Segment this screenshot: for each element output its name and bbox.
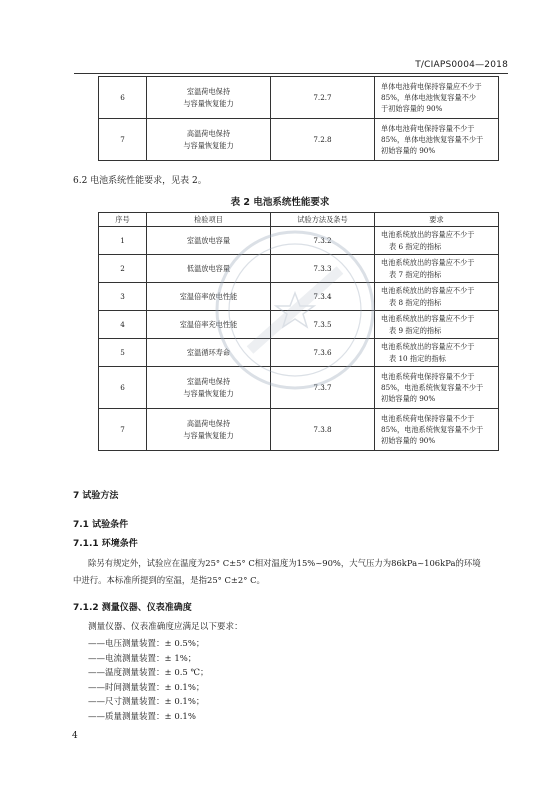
requirement-line: 85%，电池系统恢复容量不少于 [381,382,484,392]
test-clause: 7.3.2 [271,227,375,255]
table-2-caption: 表 2 电池系统性能要求 [230,197,330,208]
requirement-line: 电池系统荷电保持容量不少于 [381,413,475,423]
test-clause: 7.3.3 [271,255,375,283]
requirement-line: 初始容量的 90% [381,394,436,404]
row-number: 7 [99,409,147,451]
section-7-1-2-title: 7.1.2 测量仪器、仪表准确度 [73,603,192,613]
row-number: 6 [99,77,147,119]
test-clause: 7.3.4 [271,283,375,311]
requirement-line: 初始容量的 90% [381,436,436,446]
header-item: 检验项目 [147,213,271,227]
table-1-continuation [98,76,499,161]
test-item-line: 高温荷电保持 [186,419,231,429]
test-item [147,409,271,451]
test-item-line: 室温荷电保持 [186,377,231,387]
requirement-line: 85%，单体电池恢复容量不少于 [381,134,484,144]
row-number: 3 [99,283,147,311]
requirement-line: 电池系统放出的容量应不少于 [381,258,475,268]
requirement [375,339,499,367]
test-clause: 7.2.8 [271,119,375,161]
requirement-line: 表 10 指定的指标 [389,353,446,363]
requirement [375,311,499,339]
test-item [147,77,271,119]
environment-text-line: 中进行。本标准所提到的室温，是指25° C±2° C。 [73,574,265,585]
requirement-line: 初始容量的 90% [381,146,436,156]
requirement-line: 85%，电池系统恢复容量不少于 [381,424,484,434]
requirement-line: 单体电池荷电保持容量不少于 [381,123,475,133]
section-7-title: 7 试验方法 [73,491,119,501]
environment-text-line: 除另有规定外，试验应在温度为25° C±5° C相对温度为15%~90%，大气压力为86kPa~106kPa的环境 [88,558,481,568]
requirement-line: 表 8 指定的指标 [389,297,442,307]
requirement [375,119,499,161]
list-item: ——质量测量装置：± 0.1% [88,711,196,722]
row-number: 4 [99,311,147,339]
list-item: ——电压测量装置：± 0.5%； [88,639,205,649]
accuracy-list [88,637,209,725]
table-row [99,119,499,161]
requirement [375,255,499,283]
test-clause: 7.3.7 [271,367,375,409]
requirement [375,77,499,119]
list-item: ——电流测量装置：± 1%； [88,653,197,664]
section-7-1-1-title: 7.1.1 环境条件 [73,539,138,549]
requirement-line: 电池系统放出的容量应不少于 [381,342,475,352]
test-clause: 7.3.5 [271,311,375,339]
page-number: 4 [72,731,78,741]
environment-paragraph [73,555,488,588]
instrument-intro: 测量仪器、仪表准确度应满足以下要求： [88,622,243,632]
list-item: ——尺寸测量装置：± 0.1%； [88,697,205,708]
requirement [375,283,499,311]
header-clause: 试验方法及条号 [271,213,375,227]
section-6-2-text: 6.2 电池系统性能要求，见表 2。 [73,176,207,186]
test-item: 室温放电容量 [147,227,271,255]
test-item: 低温放电容量 [147,255,271,283]
requirement-line: 单体电池荷电保持容量应不少于 [381,81,482,91]
row-number: 2 [99,255,147,283]
test-item: 室温倍率充电性能 [147,311,271,339]
test-clause: 7.3.6 [271,339,375,367]
test-item-line: 与容量恢复能力 [183,430,234,440]
requirement [375,409,499,451]
row-number: 6 [99,367,147,409]
list-item: ——时间测量装置：± 0.1%； [88,682,205,693]
header-requirement: 要求 [375,213,499,227]
table-row [99,77,499,119]
standard-code: T/CIAPS0004—2018 [415,60,508,70]
test-item-line: 与容量恢复能力 [183,388,234,398]
row-number: 7 [99,119,147,161]
test-item-line: 高温荷电保持 [186,129,231,139]
header-no: 序号 [99,213,147,227]
test-item-line: 室温荷电保持 [186,87,231,97]
test-item: 室温循环寿命 [147,339,271,367]
seal-watermark [210,225,380,395]
header-rule [74,73,508,74]
requirement-line: 表 7 指定的指标 [389,269,442,279]
test-item-line: 与容量恢复能力 [183,140,234,150]
requirement-line: 电池系统放出的容量应不少于 [381,314,475,324]
requirement-line: 表 6 指定的指标 [389,241,442,251]
requirement-line: 电池系统荷电保持容量不少于 [381,371,475,381]
test-item-line: 与容量恢复能力 [183,98,234,108]
row-number: 1 [99,227,147,255]
section-7-1-title: 7.1 试验条件 [73,520,129,530]
test-item: 室温倍率放电性能 [147,283,271,311]
test-clause: 7.3.8 [271,409,375,451]
table-row [99,409,499,451]
requirement-line: 电池系统放出的容量应不少于 [381,286,475,296]
list-item: ——温度测量装置：± 0.5 ℃； [88,668,209,679]
requirement [375,227,499,255]
requirement-line: 于初始容量的 90% [381,104,443,114]
requirement [375,367,499,409]
requirement-line: 表 9 指定的指标 [389,325,442,335]
test-clause: 7.2.7 [271,77,375,119]
row-number: 5 [99,339,147,367]
requirement-line: 85%，单体电池恢复容量不少 [381,92,477,102]
requirement-line: 电池系统放出的容量应不少于 [381,230,475,240]
test-item [147,119,271,161]
